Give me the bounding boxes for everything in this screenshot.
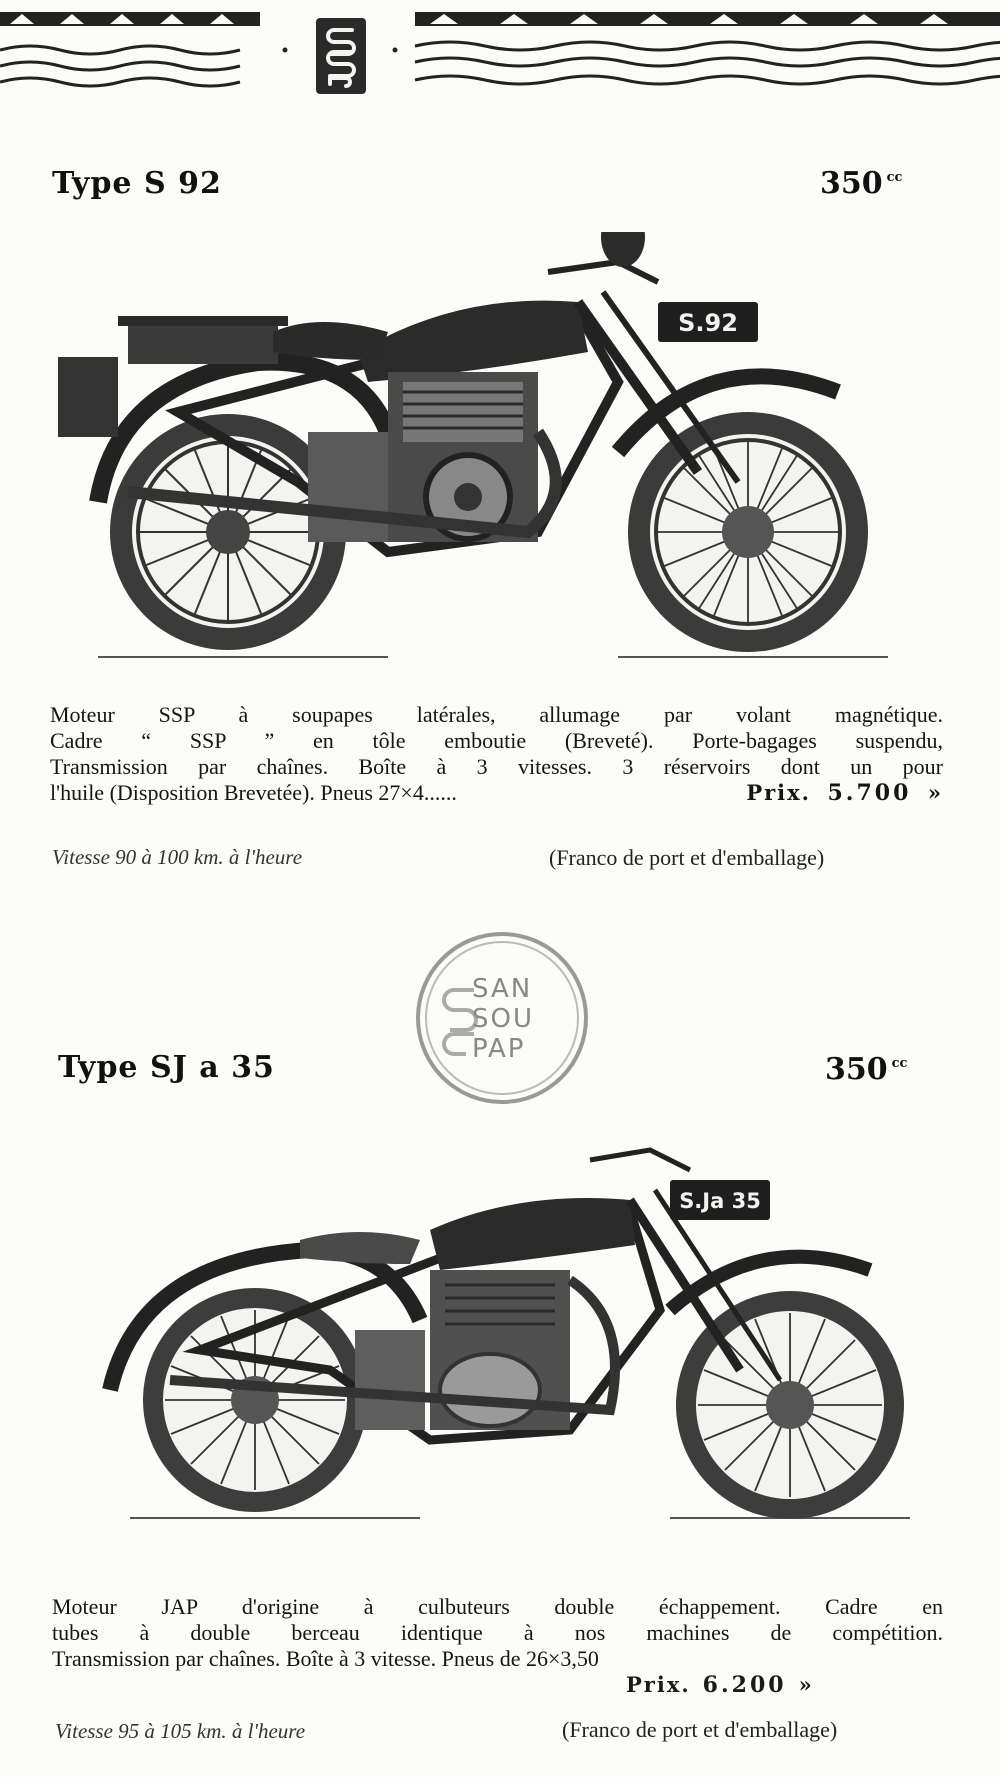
san-sou-pap-stamp: [414, 930, 590, 1106]
model-1-speed: Vitesse 90 à 100 km. à l'heure: [52, 845, 303, 869]
model-2-speed: Vitesse 95 à 105 km. à l'heure: [55, 1719, 306, 1743]
motorcycle-s92-illustration: [58, 232, 918, 672]
model-2-displacement-unit: cc: [891, 1056, 908, 1071]
motorcycle-sja35-illustration: [70, 1140, 930, 1540]
ssp-monogram-icon: [316, 18, 366, 94]
model-1-price-value: 5.700: [827, 780, 912, 806]
model-1-displacement-value: 350: [820, 166, 883, 201]
model-2-desc-line-1: Moteur JAP d'origine à culbuteurs double échappement. Cadre en: [52, 1594, 943, 1619]
model-2-displacement: [825, 1052, 907, 1087]
model-1-desc-line-4: [50, 780, 943, 806]
model-2-title: Type SJ a 35: [58, 1050, 275, 1085]
stamp-line-3: PAP: [472, 1034, 526, 1064]
header-logo-badge: [316, 18, 366, 94]
model-1-desc-line-3: Transmission par chaînes. Boîte à 3 vitesses. 3 réservoirs dont un pour: [50, 754, 943, 779]
model-1-desc-line-2: Cadre “ SSP ” en tôle emboutie (Breveté). Porte-bagages suspendu,: [50, 728, 943, 753]
model-1-desc-line-1: Moteur SSP à soupapes latérales, allumage par volant magnétique.: [50, 702, 943, 727]
stamp-line-2: SOU: [472, 1004, 534, 1034]
model-1-franco: (Franco de port et d'emballage): [549, 845, 825, 870]
model-1-price-label: Prix.: [746, 780, 811, 805]
model-2-price: [626, 1672, 814, 1698]
header-ornament-band: [0, 0, 1000, 100]
model-2-description: [52, 1594, 943, 1672]
model-2-price-suffix: »: [798, 1672, 814, 1697]
model-2-desc-line-3: Transmission par chaînes. Boîte à 3 vitesse. Pneus de 26×3,50: [52, 1646, 599, 1671]
stamp-line-1: SAN: [472, 974, 533, 1004]
model-2-desc-line-2: tubes à double berceau identique à nos machines de compétition.: [52, 1620, 943, 1645]
model-1-displacement: [820, 166, 902, 201]
model-1-desc-last-text: l'huile (Disposition Brevetée). Pneus 27×4......: [50, 780, 457, 805]
model-1-price-suffix: »: [927, 780, 943, 805]
model-1-price: [746, 780, 943, 806]
model-2-price-label: Prix.: [626, 1672, 691, 1697]
model-2-franco: (Franco de port et d'emballage): [562, 1717, 838, 1742]
model-1-description: [50, 702, 943, 806]
model-2-plate: S.Ja 35: [679, 1189, 761, 1213]
model-2-price-value: 6.200: [702, 1672, 787, 1698]
model-2-displacement-value: 350: [825, 1052, 888, 1087]
model-1-displacement-unit: cc: [886, 170, 903, 185]
model-1-plate: S.92: [678, 309, 738, 337]
model-1-title: Type S 92: [52, 166, 222, 201]
